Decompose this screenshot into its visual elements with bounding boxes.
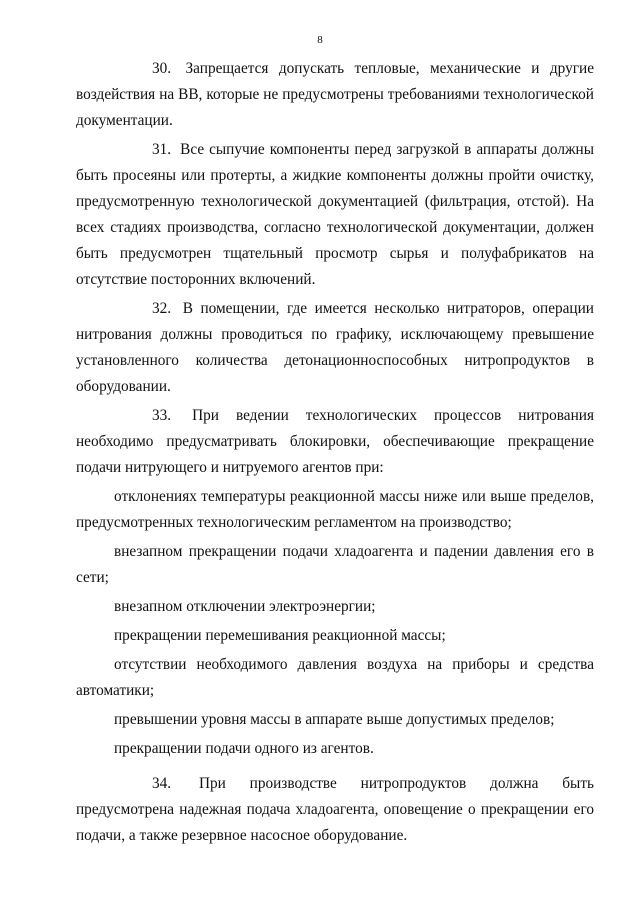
list-item: прекращении перемешивания реакционной массы; xyxy=(114,627,446,644)
paragraph-33 xyxy=(76,403,594,481)
paragraph-number: 33. xyxy=(152,407,172,424)
document-body xyxy=(76,56,594,849)
list-item: превышении уровня массы в аппарате выше допустимых пределов; xyxy=(114,711,555,728)
paragraph-number: 34. xyxy=(152,775,172,792)
paragraph-text: Запрещается допускать тепловые, механические и другие воздействия на ВВ, которые не предусмотрены требованиями технологической документации. xyxy=(76,60,594,129)
paragraph-number: 30. xyxy=(152,60,172,77)
list-item: внезапном отключении электроэнергии; xyxy=(114,598,376,615)
list-item: отклонениях температуры реакционной массы ниже или выше пределов, предусмотренных технологическим регламентом на производство; xyxy=(76,488,594,531)
paragraph-31 xyxy=(76,137,594,293)
paragraph-30 xyxy=(76,56,594,134)
paragraph-34 xyxy=(76,771,594,849)
paragraph-text: Все сыпучие компоненты перед загрузкой в аппараты должны быть просеяны или протерты, а жидкие компоненты должны пройти очистку, предусмотренную технологической документацией (фильтрация, отстой). На всех стадиях производства, согласно технологической документации, должен быть предусмотрен тщательный просмотр сырья и полуфабрикатов на отсутствие посторонних включений. xyxy=(76,141,595,288)
list-item: прекращении подачи одного из агентов. xyxy=(114,740,374,757)
paragraph-text: При производстве нитропродуктов должна быть предусмотрена надежная подача хладоагента, оповещение о прекращении его подачи, а также резервное насосное оборудование. xyxy=(76,775,594,844)
paragraph-32 xyxy=(76,296,594,400)
list-item: внезапном прекращении подачи хладоагента и падении давления его в сети; xyxy=(76,543,594,586)
paragraph-text: В помещении, где имеется несколько нитраторов, операции нитрования должны проводиться по графику, исключающему превышение установленного количества детонационноспособных нитропродуктов в оборудовании. xyxy=(76,300,594,395)
list-item: отсутствии необходимого давления воздуха на приборы и средства автоматики; xyxy=(76,656,594,699)
paragraph-number: 32. xyxy=(152,300,172,317)
page-number: 8 xyxy=(317,34,323,46)
paragraph-text: При ведении технологических процессов нитрования необходимо предусматривать блокировки, обеспечивающие прекращение подачи нитрующего и нитруемого агентов при: xyxy=(76,407,595,476)
paragraph-number: 31. xyxy=(152,141,172,158)
